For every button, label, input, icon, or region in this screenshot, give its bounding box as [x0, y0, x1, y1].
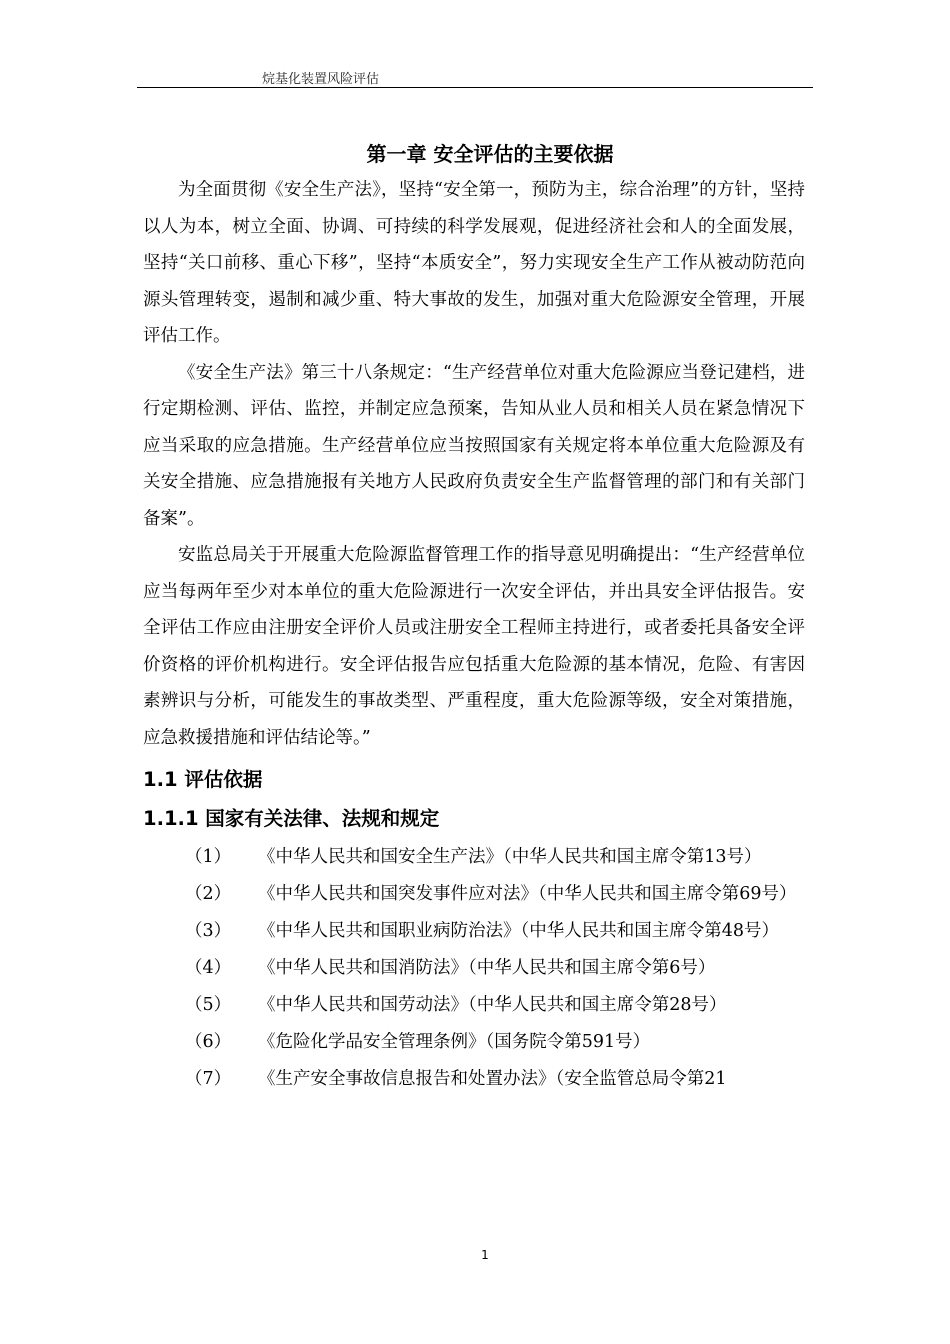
law-number: （7）	[185, 1069, 232, 1089]
law-number: （6）	[185, 1032, 232, 1052]
law-number: （4）	[185, 958, 232, 978]
law-item	[143, 950, 805, 987]
paragraph: 安监总局关于开展重大危险源监督管理工作的指导意见明确提出：“生产经营单位应当每两年至少对本单位的重大危险源进行一次安全评估，并出具安全评估报告。安全评估工作应由注册安全评价人员或注册安全工程师主持进行，或者委托具备安全评价资格的评价机构进行。安全评估报告应包括重大危险源的基本情况，危险、有害因素辨识与分析，可能发生的事故类型、严重程度，重大危险源等级，安全对策措施，应急救援措施和评估结论等。”	[143, 545, 805, 748]
law-item	[143, 987, 805, 1024]
document-body	[143, 172, 805, 1098]
chapter-title: 第一章 安全评估的主要依据	[366, 142, 614, 166]
law-item	[143, 839, 805, 876]
paragraph: 《安全生产法》第三十八条规定：“生产经营单位对重大危险源应当登记建档，进行定期检测、评估、监控，并制定应急预案，告知从业人员和相关人员在紧急情况下应当采取的应急措施。生产经营单位应当按照国家有关规定将本单位重大危险源及有关安全措施、应急措施报有关地方人民政府负责安全生产监督管理的部门和有关部门备案”。	[143, 362, 805, 529]
law-number: （1）	[185, 847, 232, 867]
subsection-heading: 1.1.1 国家有关法律、法规和规定	[143, 807, 440, 830]
law-item	[143, 876, 805, 913]
section-heading: 1.1 评估依据	[143, 768, 263, 791]
law-text: 《中华人民共和国劳动法》（中华人民共和国主席令第28号）	[258, 995, 727, 1015]
law-item	[143, 1061, 805, 1098]
law-text: 《中华人民共和国安全生产法》（中华人民共和国主席令第13号）	[258, 847, 762, 867]
law-text: 《中华人民共和国职业病防治法》（中华人民共和国主席令第48号）	[258, 921, 780, 941]
header-rule	[137, 87, 813, 88]
law-text: 《生产安全事故信息报告和处置办法》（安全监管总局令第21	[258, 1069, 727, 1089]
law-text: 《中华人民共和国消防法》（中华人民共和国主席令第6号）	[258, 958, 716, 978]
law-item	[143, 1024, 805, 1061]
law-number: （3）	[185, 921, 232, 941]
page-number: 1	[481, 1248, 489, 1262]
paragraph: 为全面贯彻《安全生产法》，坚持“安全第一，预防为主，综合治理”的方针，坚持以人为本，树立全面、协调、可持续的科学发展观，促进经济社会和人的全面发展，坚持“关口前移、重心下移”，坚持“本质安全”，努力实现安全生产工作从被动防范向源头管理转变，遏制和减少重、特大事故的发生，加强对重大危险源安全管理，开展评估工作。	[143, 180, 805, 346]
law-number: （2）	[185, 884, 232, 904]
law-text: 《危险化学品安全管理条例》（国务院令第591号）	[258, 1032, 651, 1052]
law-number: （5）	[185, 995, 232, 1015]
page-header-title: 烷基化装置风险评估	[262, 72, 380, 87]
law-item	[143, 913, 805, 950]
law-text: 《中华人民共和国突发事件应对法》（中华人民共和国主席令第69号）	[258, 884, 797, 904]
